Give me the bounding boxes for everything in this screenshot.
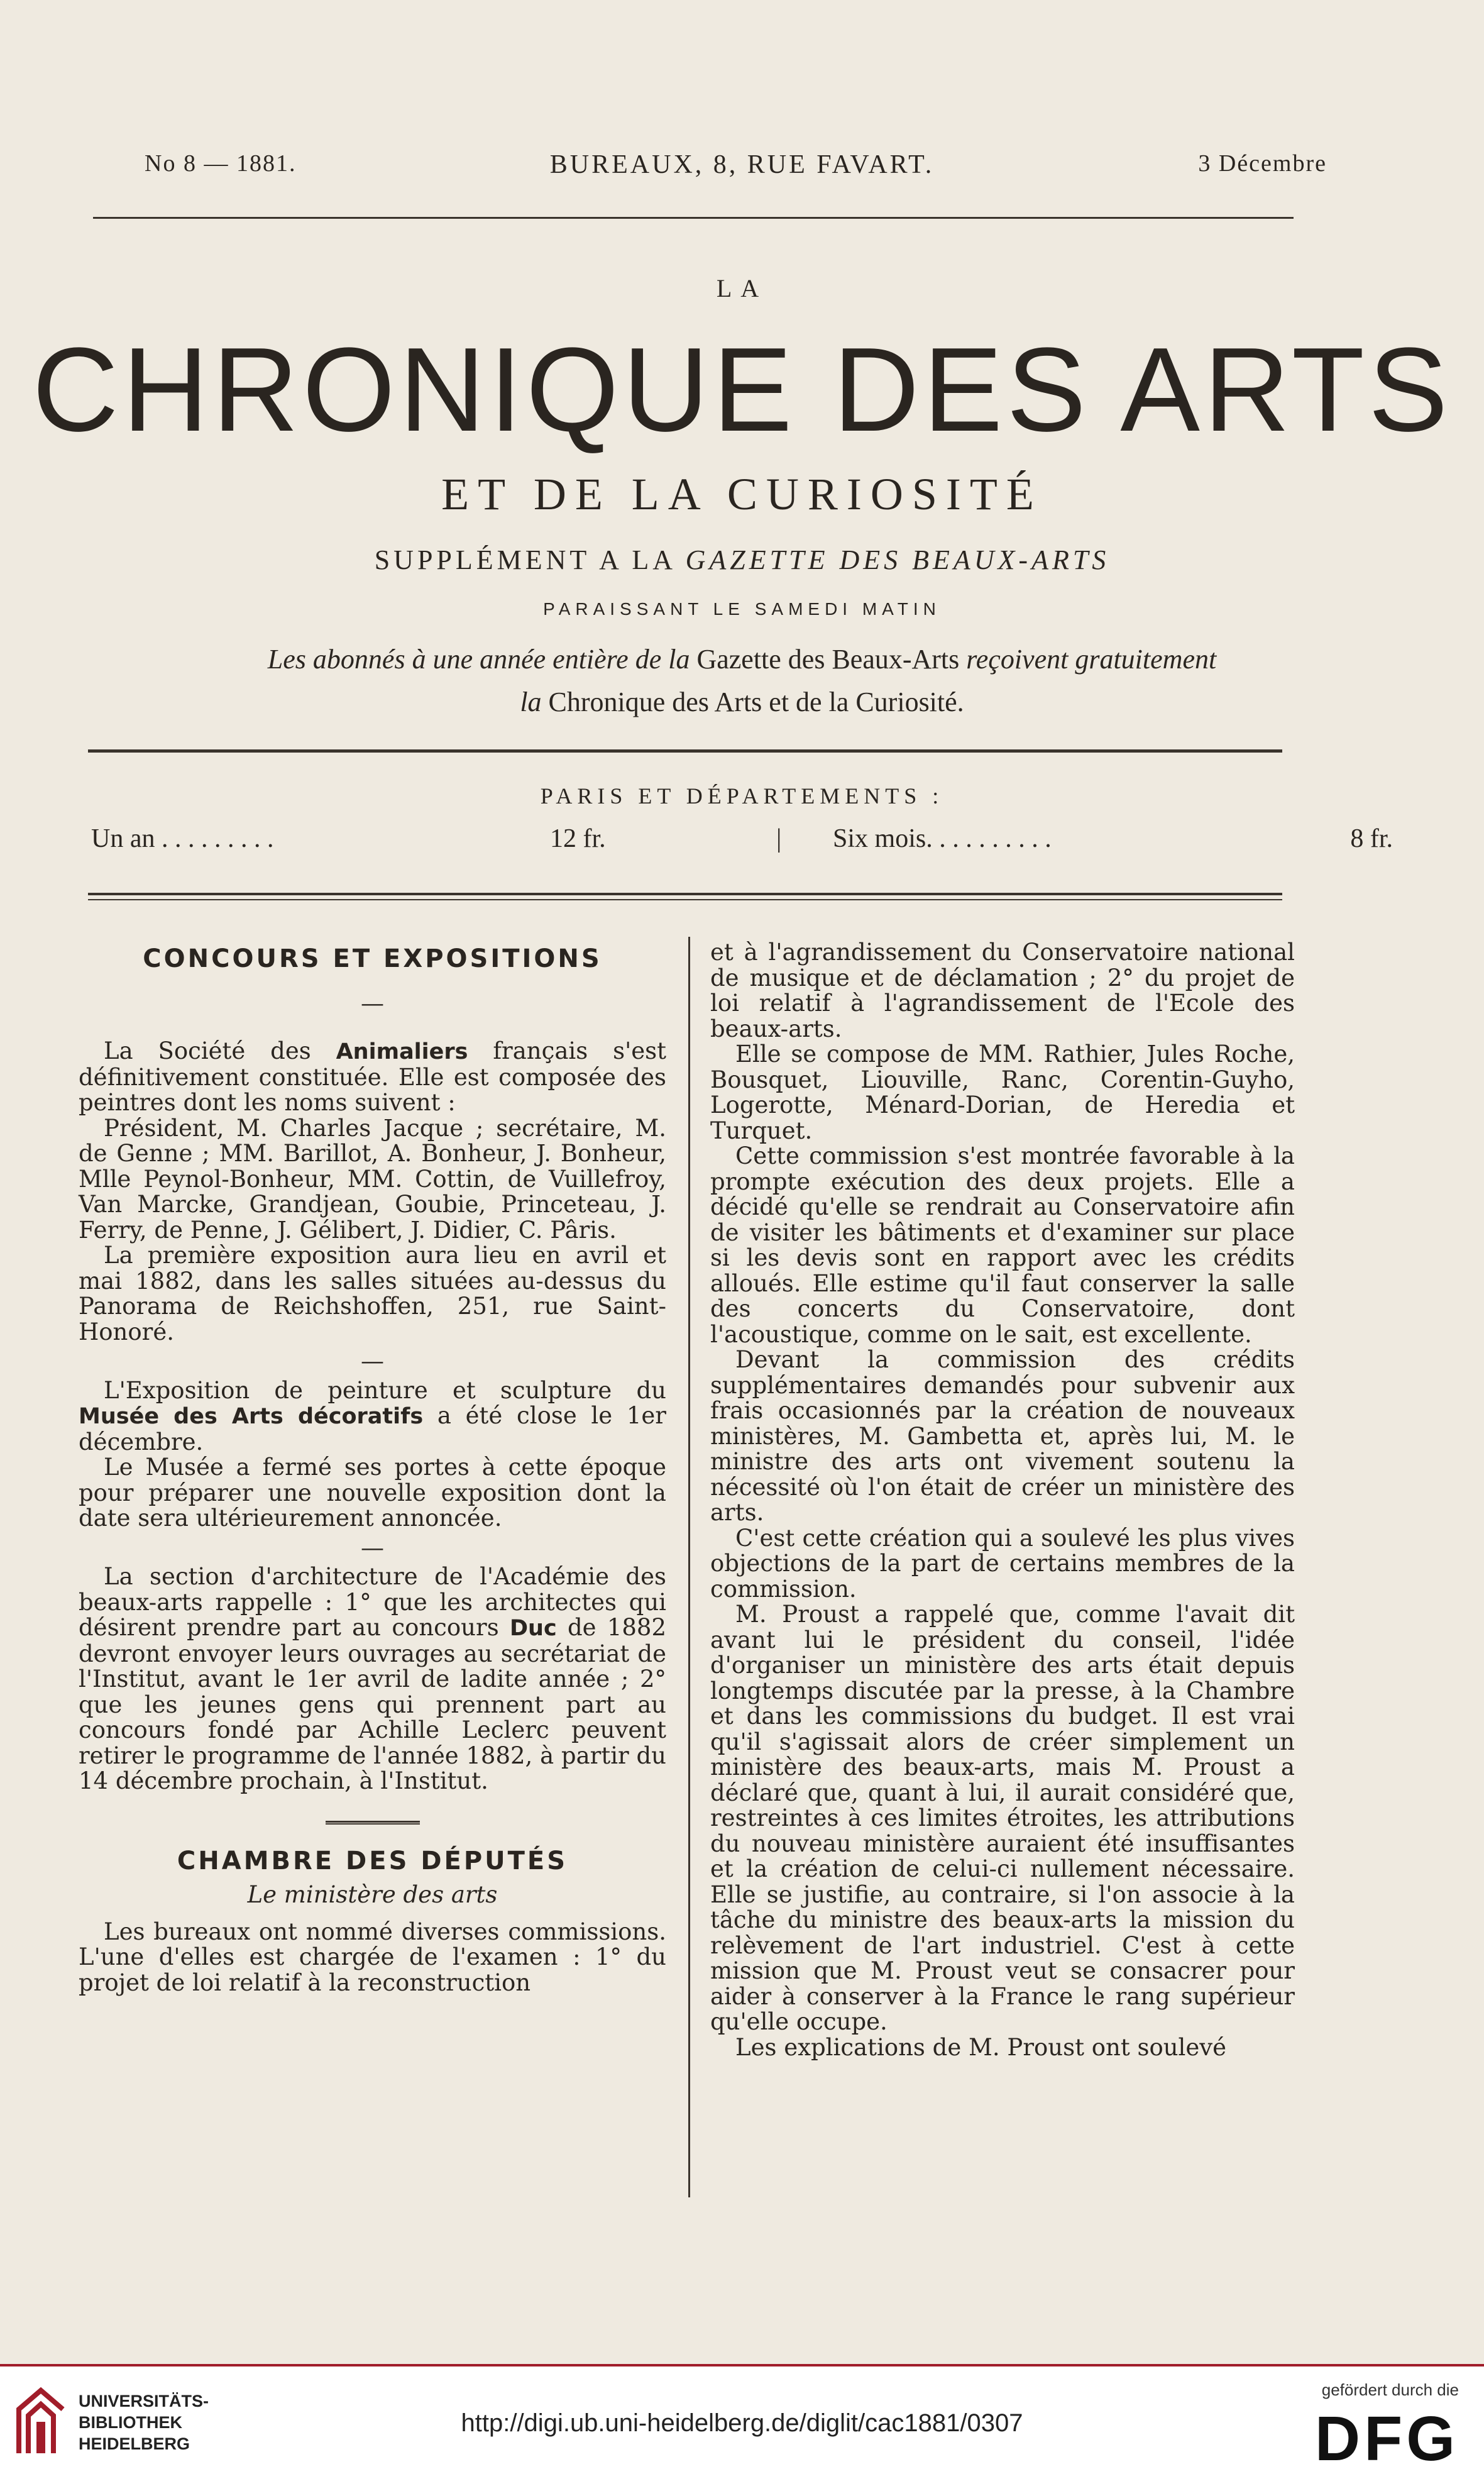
year-price: 12 fr.: [550, 824, 606, 853]
paragraph: C'est cette création qui a soulevé les plus vives objections de la part de certains membres de la commission.: [710, 1524, 1295, 1603]
masthead-article: LA: [716, 274, 768, 302]
paragraph: Devant la commission des crédits supplémentaires demandés pour subvenir aux frais occasionnés par la création de nouveaux ministères, M. Gambetta et, après lui, M. le ministre des arts ont vivement soutenu la nécessité où l'on était de créer un ministère des arts.: [710, 1346, 1295, 1526]
section-heading-chambre: CHAMBRE DES DÉPUTÉS: [177, 1846, 568, 1875]
six-months-label: Six mois. . . . . . . . . .: [833, 824, 1052, 853]
permalink[interactable]: http://digi.ub.uni-heidelberg.de/diglit/cac1881/0307: [461, 2409, 1023, 2437]
masthead-rule: [88, 749, 1282, 753]
ornament-divider: [326, 1821, 420, 1825]
publication-schedule: PARAISSANT LE SAMEDI MATIN: [543, 599, 941, 619]
subscription-heading: PARIS ET DÉPARTEMENTS :: [540, 783, 944, 809]
six-months-price: 8 fr.: [1350, 824, 1393, 853]
dfg-logo: DFG: [1314, 2404, 1459, 2474]
section-dash: —: [361, 1347, 384, 1374]
university-library-name: UNIVERSITÄTS- BIBLIOTHEK HEIDELBERG: [79, 2392, 209, 2453]
issue-date: 3 Décembre: [1198, 150, 1327, 177]
section-dash: —: [361, 989, 384, 1017]
paragraph: Les bureaux ont nommé diverses commissions. L'une d'elles est chargée de l'examen : 1° du projet de loi relatif à la reconstruction: [79, 1918, 666, 1996]
office-address: BUREAUX, 8, RUE FAVART.: [549, 150, 935, 179]
price-separator: |: [776, 824, 782, 853]
left-column: [79, 946, 666, 1996]
paragraph: L'Exposition de peinture et sculpture du Musée des Arts décoratifs a été close le 1er décembre.: [79, 1376, 666, 1455]
subscription-prices: [91, 824, 1393, 861]
right-column: [710, 940, 1295, 2060]
paragraph: La Société des Animaliers français s'est définitivement constituée. Elle est composée des peintres dont les noms suivent :: [79, 1037, 666, 1116]
supplement-line: SUPPLÉMENT A LA GAZETTE DES BEAUX-ARTS: [374, 544, 1110, 575]
section-dash: —: [361, 1533, 384, 1561]
gazette-name: GAZETTE DES BEAUX-ARTS: [685, 544, 1110, 575]
paragraph: Cette commission s'est montrée favorable à la prompte exécution des deux projets. Elle a décidé qu'elle se rendrait au Conservatoire afin de visiter les bâtiments et d'examiner sur place si les devis sont en rapport avec les crédits alloués. Elle estime qu'il faut conserver la salle des concerts du Conservatoire, dont l'acoustique, comme on le sait, est excellente.: [710, 1142, 1295, 1348]
prices-rule-2: [88, 899, 1282, 900]
paragraph: Le Musée a fermé ses portes à cette époque pour préparer une nouvelle exposition dont la date sera ultérieurement annoncée.: [79, 1454, 666, 1532]
paragraph: M. Proust a rappelé que, comme l'avait dit avant lui le président du conseil, l'idée d'organiser un ministère des arts était depuis longtemps discutée par la presse, à la Chambre et dans les commissions du budget. Il est vrai qu'il s'agissait alors de créer simplement un ministère des beaux-arts, mais M. Proust a déclaré que, quant à lui, il aurait considéré que, restreintes à ces limites étroites, les attributions du nouveau ministère auraient été insuffisantes et la création de celui-ci nullement nécessaire. Elle se justifie, au contraire, si l'on associe à la tâche du ministre des beaux-arts la mission du relèvement de l'art industriel. C'est à cette mission que M. Proust veut se consacrer pour aider à conserver à la France le rang supérieur qu'elle occupe.: [710, 1601, 1295, 2035]
masthead-title: CHRONIQUE DES ARTS: [32, 323, 1452, 456]
year-label: Un an . . . . . . . . .: [91, 824, 274, 853]
paragraph: Président, M. Charles Jacque ; secrétaire, M. de Genne ; MM. Barillot, A. Bonheur, J. Bonheur, Mlle Peynol-Bonheur, MM. Cottin, de Vuillefroy, Van Marcke, Grandjean, Goubie, Princeteau, J. Ferry, de Penne, J. Gélibert, J. Didier, C. Pâris.: [79, 1114, 666, 1244]
funding-label: gefördert durch die: [1321, 2380, 1459, 2399]
paragraph: La première exposition aura lieu en avril et mai 1882, dans les salles situées au-dessus du Panorama de Reichshoffen, 251, rue Saint-Honoré.: [79, 1242, 666, 1345]
prices-rule-1: [88, 893, 1282, 895]
section-heading-concours: CONCOURS ET EXPOSITIONS: [143, 944, 602, 973]
masthead-subtitle: ET DE LA CURIOSITÉ: [441, 469, 1043, 519]
paragraph: et à l'agrandissement du Conservatoire national de musique et de déclamation ; 2° du projet de loi relatif à l'agrandissement de l'Ecole des beaux-arts.: [710, 939, 1295, 1042]
section-subheading: Le ministère des arts: [247, 1881, 498, 1908]
issue-header: [94, 150, 1390, 187]
paragraph: Elle se compose de MM. Rathier, Jules Roche, Bousquet, Liouville, Ranc, Corentin-Guyho, Logerotte, Ménard-Dorian, de Heredia et Turquet.: [710, 1041, 1295, 1144]
paragraph: Les explications de M. Proust ont soulevé: [735, 2033, 1227, 2061]
top-rule: [93, 217, 1294, 219]
viewer-footer: [0, 2364, 1484, 2474]
issue-number: No 8 — 1881.: [145, 150, 297, 177]
column-divider: [688, 937, 690, 2197]
paragraph: La section d'architecture de l'Académie des beaux-arts rappelle : 1° que les architectes qui désirent prendre part au concours Duc de 1882 devront envoyer leurs ouvrages au secrétariat de l'Institut, avant le 1er avril de ladite année ; 2° que les jeunes gens qui prennent part au concours fondé par Achille Leclerc peuvent retirer le programme de l'année 1882, à partir du 14 décembre prochain, à l'Institut.: [79, 1563, 666, 1794]
subscriber-notice: Les abonnés à une année entière de la Gazette des Beaux-Arts reçoivent gratuitement la Chronique des Arts et de la Curiosité.: [267, 644, 1217, 717]
